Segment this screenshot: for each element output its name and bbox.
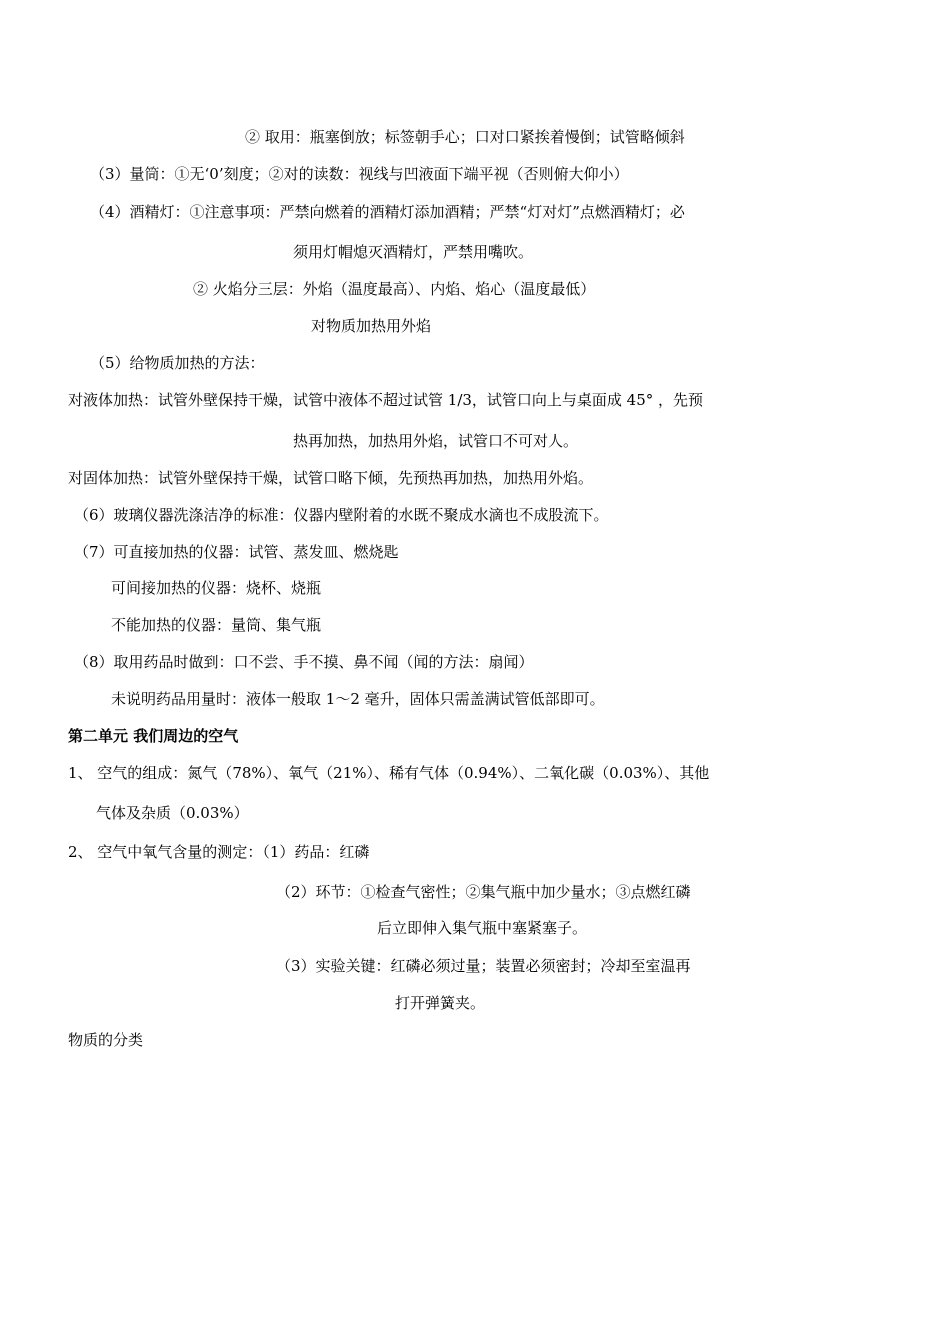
text-line-outer-flame: 对物质加热用外焰: [311, 317, 432, 335]
text-line-alcohol-lamp-cont: 须用灯帽熄灭酒精灯，严禁用嘴吹。: [293, 243, 534, 261]
text-line-unspecified-amount: 未说明药品用量时：液体一般取 1～2 毫升，固体只需盖满试管低部即可。: [111, 690, 605, 708]
text-line-procedure-cont: 后立即伸入集气瓶中塞紧塞子。: [377, 919, 588, 937]
section-heading-unit-two: 第二单元 我们周边的空气: [68, 727, 239, 745]
text-line-procedure: （2）环节：①检查气密性；②集气瓶中加少量水；③点燃红磷: [276, 883, 691, 901]
text-line-direct-heating: （7）可直接加热的仪器：试管、蒸发皿、燃烧匙: [74, 543, 399, 561]
text-line-glassware-cleaning: （6）玻璃仪器洗涤洁净的标准：仪器内壁附着的水既不聚成水滴也不成股流下。: [74, 506, 609, 524]
text-line-flame-layers: ② 火焰分三层：外焰（温度最高）、内焰、焰心（温度最低）: [193, 280, 596, 298]
text-line-graduated-cylinder: （3）量筒：①无‘0’刻度；②对的读数：视线与凹液面下端平视（否则俯大仰小）: [90, 165, 629, 183]
text-line-experiment-key: （3）实验关键：红磷必须过量；装置必须密封；冷却至室温再: [276, 957, 691, 975]
text-line-heating-solid: 对固体加热：试管外壁保持干燥，试管口略下倾，先预热再加热，加热用外焰。: [68, 469, 594, 487]
text-line-air-composition: 1、 空气的组成：氮气（78%）、氧气（21%）、稀有气体（0.94%）、二氧化碳（0.03%）、其他: [68, 764, 710, 782]
text-line-heating-liquid: 对液体加热：试管外壁保持干燥，试管中液体不超过试管 1/3，试管口向上与桌面成 45° ，先预: [68, 391, 704, 409]
text-line-air-composition-cont: 气体及杂质（0.03%）: [96, 804, 249, 822]
text-line-handling-chemicals: （8）取用药品时做到：口不尝、手不摸、鼻不闻（闻的方法：扇闻）: [74, 653, 534, 671]
text-line-experiment-key-cont: 打开弹簧夹。: [395, 994, 486, 1012]
text-line-alcohol-lamp: （4）酒精灯：①注意事项：严禁向燃着的酒精灯添加酒精；严禁“灯对灯”点燃酒精灯；必: [90, 203, 685, 221]
text-line-retrieve: ② 取用：瓶塞倒放；标签朝手心；口对口紧挨着慢倒；试管略倾斜: [245, 128, 685, 146]
text-line-indirect-heating: 可间接加热的仪器：烧杯、烧瓶: [111, 579, 322, 597]
text-line-oxygen-measurement: 2、 空气中氧气含量的测定：（1）药品：红磷: [68, 843, 370, 861]
text-line-heating-liquid-cont: 热再加热，加热用外焰，试管口不可对人。: [293, 432, 579, 450]
text-line-classification: 物质的分类: [68, 1031, 144, 1049]
text-line-no-heating: 不能加热的仪器：量筒、集气瓶: [111, 616, 322, 634]
text-line-heating-methods: （5）给物质加热的方法：: [90, 354, 265, 372]
